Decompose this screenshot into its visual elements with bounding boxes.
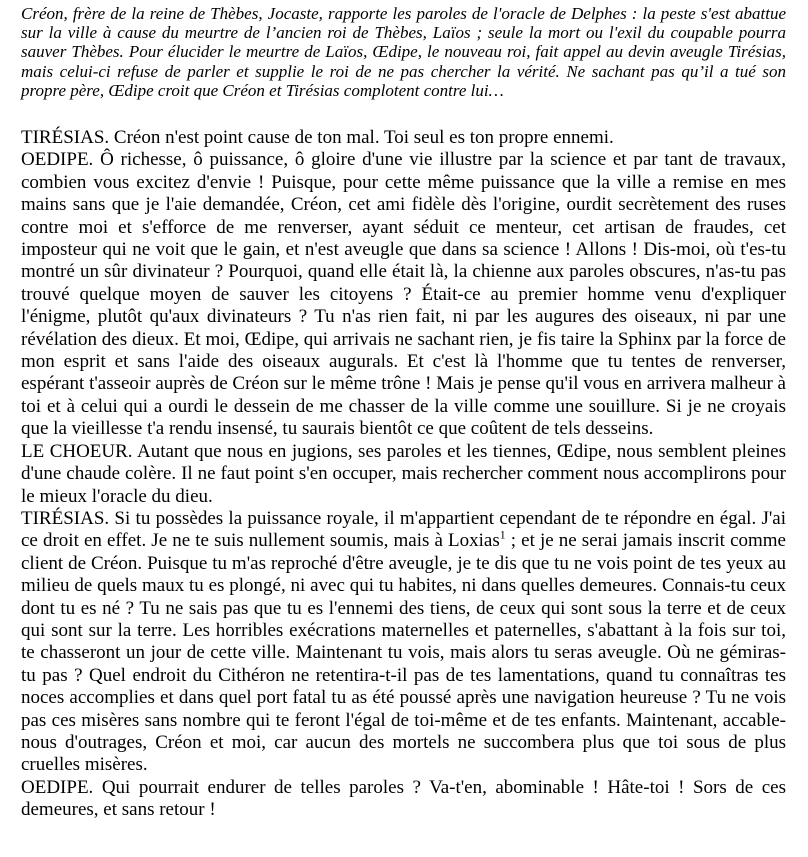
dialogue-line-tiresias-1	[21, 127, 786, 149]
dialogue-text: Qui pourrait endurer de telles paroles ? Va-t'en, abominable ! Hâte-toi ! Sors de ces demeures, et sans retour !	[21, 776, 786, 821]
dialogue-text: Ô richesse, ô puissance, ô gloire d'une vie illustre par la science et par tant de travaux, combien vous excitez d'envie ! Puisque, pour cette même puissance que la ville a remise en mes mains sans que je l'aie demandée, Créon, cet ami fidèle dès l'origine, ourdit secrètement des ruses contre moi et s'efforce de me renverser, ayant séduit ce menteur, cet artisan de fraudes, cet imposteur qui ne voit que le gain, et n'est aveugle que dans sa science ! Allons ! Dis-moi, où t'es-tu montré un sûr divinateur ? Pourquoi, quand elle était là, la chienne aux paroles obscures, n'as-tu pas trouvé quelque moyen de sauver les citoyens ? Était-ce au premier homme venu d'expliquer l'énigme, plutôt qu'aux divinateurs ? Tu n'as rien fait, ni par les augures des oiseaux, ni par une révélation des dieux. Et moi, Œdipe, qui arrivais ne sachant rien, je fis taire la Sphinx par la force de mon esprit et sans l'aide des oiseaux augurals. Et c'est là l'homme que tu tentes de renverser, espérant t'asseoir auprès de Créon sur le même trône ! Mais je pense qu'il vous en arrivera malheur à toi et à celui qui a ourdi le dessein de me chasser de la ville comme une souillure. Si je ne croyais que la vieillesse t'a rendu insensé, tu saurais bientôt ce que coûtent de tels desseins.	[21, 149, 786, 440]
dialogue-line-tiresias-2	[21, 508, 786, 777]
intro-summary-paragraph: Créon, frère de la reine de Thèbes, Jocaste, rapporte les paroles de l'oracle de Delphes : la peste s'est abattue sur la ville à cause du meurtre de l’ancien roi de Thèbes, Laïos ; seule la mort ou l'exil du coupable pourra sauver Thèbes. Pour élucider le meurtre de Laïos, Œdipe, le nouveau roi, fait appel au devin aveugle Tirésias, mais celui-ci refuse de parler et supplie le roi de ne pas chercher la vérité. Ne sachant pas qu’il a tué son propre père, Œdipe croit que Créon et Tirésias complotent contre lui…	[21, 4, 786, 100]
dialogue-line-oedipe-1	[21, 149, 786, 440]
dialogue-section	[21, 127, 786, 822]
speaker-name: TIRÉSIAS.	[21, 507, 110, 529]
footnote-ref: 1	[499, 529, 506, 542]
speaker-name: TIRÉSIAS.	[21, 127, 110, 149]
dialogue-text: Créon n'est point cause de ton mal. Toi seul es ton propre ennemi.	[109, 127, 614, 149]
dialogue-text: Si tu possèdes la puissance royale, il m'appartient cependant de te répondre en égal. J'ai ce droit en effet. Je ne te suis nullement soumis, mais à Loxias	[21, 507, 786, 552]
speaker-name: LE CHOEUR.	[21, 440, 133, 462]
dialogue-text: ; et je ne serai jamais inscrit comme client de Créon. Puisque tu m'as reproché d'être aveugle, je te dis que tu ne vois point de tes yeux au milieu de quels maux tu es plongé, ni avec qui tu habites, ni dans quelles demeures. Connais-tu ceux dont tu es né ? Tu ne sais pas que tu es l'ennemi des tiens, de ceux qui sont sous la terre et de ceux qui sont sur la terre. Les horribles exécrations maternelles et paternelles, s'abattant à la fois sur toi, te chasseront un jour de cette ville. Maintenant tu vois, mais alors tu seras aveugle. Où ne gémiras-tu pas ? Quel endroit du Cithéron ne retentira-t-il pas de tes lamentations, quand tu connaîtras tes noces accomplies et dans quel port fatal tu as été poussé après une navigation heureuse ? Tu ne vois pas ces misères sans nombre qui te feront l'égal de toi-même et de tes enfants. Maintenant, accable-nous d'outrages, Créon et moi, car aucun des mortels ne succombera plus que toi sous de plus cruelles misères.	[21, 530, 786, 776]
dialogue-text: Autant que nous en jugions, ses paroles et les tiennes, Œdipe, nous semblent pleines d'une chaude colère. Il ne faut point s'en occuper, mais rechercher comment nous accomplirons pour le mieux l'oracle du dieu.	[21, 440, 787, 507]
speaker-name: OEDIPE.	[21, 776, 94, 798]
speaker-name: OEDIPE.	[21, 149, 94, 171]
dialogue-line-choeur	[21, 441, 786, 508]
dialogue-line-oedipe-2	[21, 777, 786, 822]
